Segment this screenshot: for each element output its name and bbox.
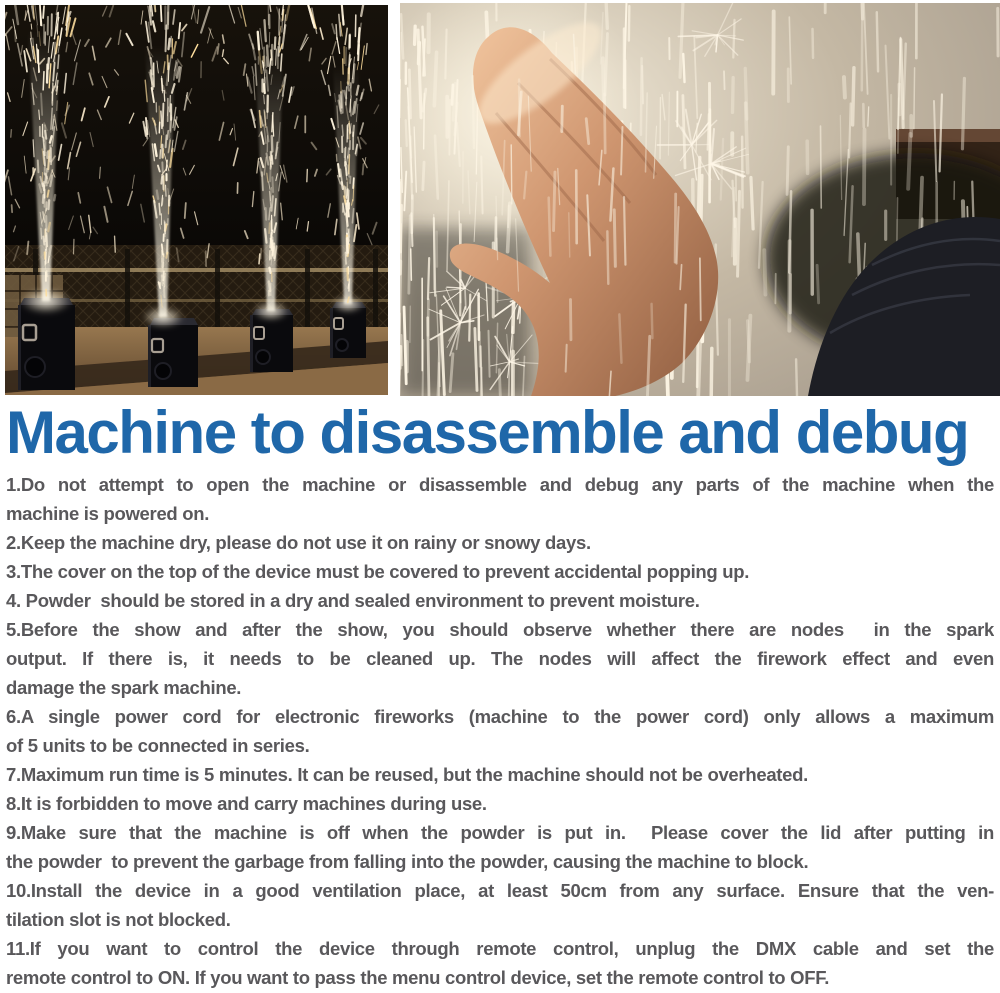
instruction-item-5 xyxy=(6,615,994,702)
instruction-line: 7.Maximum run time is 5 minutes. It can be reused, but the machine should not be overheated. xyxy=(6,764,808,785)
instruction-line: 8.It is forbidden to move and carry machines during use. xyxy=(6,793,487,814)
hand-sparks-scene xyxy=(400,3,1000,396)
instruction-line: 1.Do not attempt to open the machine or disassemble and debug any parts of the machine when the xyxy=(6,474,994,495)
spark-machines-scene xyxy=(5,5,388,395)
instruction-item-8 xyxy=(6,789,994,818)
instruction-item-3 xyxy=(6,557,994,586)
instructions-list xyxy=(6,470,994,992)
instruction-item-9 xyxy=(6,818,994,876)
instruction-line: 6.A single power cord for electronic fireworks (machine to the power cord) only allows a maximum xyxy=(6,706,994,727)
instruction-line: 5.Before the show and after the show, you should observe whether there are nodes in the spark xyxy=(6,619,994,640)
instruction-sheet xyxy=(0,398,1000,992)
page-title: Machine to disassemble and debug xyxy=(6,399,969,466)
instruction-line: 4. Powder should be stored in a dry and sealed environment to prevent moisture. xyxy=(6,590,700,611)
instruction-item-4 xyxy=(6,586,994,615)
instruction-line: 3.The cover on the top of the device must be covered to prevent accidental popping up. xyxy=(6,561,750,582)
instruction-line: 9.Make sure that the machine is off when the powder is put in. Please cover the lid after putting in xyxy=(6,822,994,843)
instruction-item-11 xyxy=(6,934,994,992)
instruction-line: 2.Keep the machine dry, please do not use it on rainy or snowy days. xyxy=(6,532,591,553)
instruction-item-7 xyxy=(6,760,994,789)
instruction-line: 10.Install the device in a good ventilation place, at least 50cm from any surface. Ensure that the ven- xyxy=(6,880,994,901)
instruction-line: tilation slot is not blocked. xyxy=(6,909,231,930)
instruction-line: the powder to prevent the garbage from falling into the powder, causing the machine to block. xyxy=(6,851,809,872)
instruction-item-2 xyxy=(6,528,994,557)
instruction-line: 11.If you want to control the device through remote control, unplug the DMX cable and set the xyxy=(6,938,994,959)
left-photo xyxy=(5,5,388,395)
instruction-item-10 xyxy=(6,876,994,934)
photo-strip xyxy=(0,0,1000,396)
instruction-item-1 xyxy=(6,470,994,528)
instruction-line: damage the spark machine. xyxy=(6,677,242,698)
spark-machine-unit xyxy=(148,318,198,387)
instruction-line: machine is powered on. xyxy=(6,503,210,524)
right-photo xyxy=(400,3,1000,396)
instruction-line: of 5 units to be connected in series. xyxy=(6,735,310,756)
instruction-item-6 xyxy=(6,702,994,760)
instruction-line: remote control to ON. If you want to pass the menu control device, set the remote control to OFF. xyxy=(6,967,830,988)
instruction-line: output. If there is, it needs to be cleaned up. The nodes will affect the firework effect and even xyxy=(6,648,994,669)
